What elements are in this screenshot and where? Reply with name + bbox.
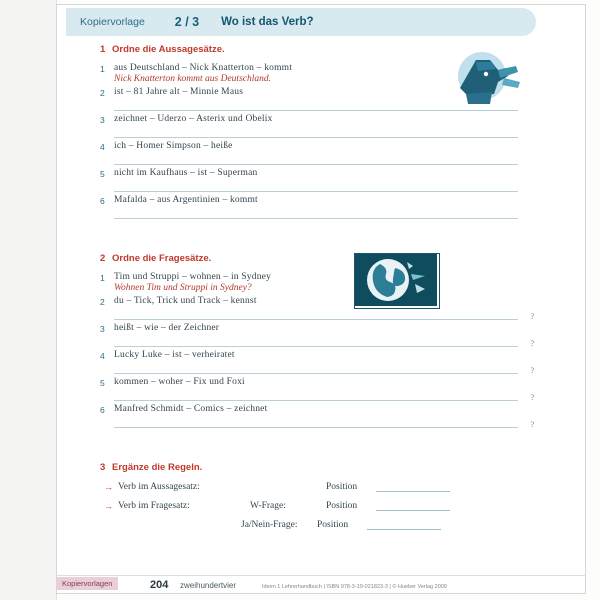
question-mark: ? <box>530 312 534 321</box>
exercise-item <box>100 296 536 320</box>
item-answer[interactable]: Nick Knatterton kommt aus Deutschland. <box>114 74 271 84</box>
exercise-item <box>100 350 536 374</box>
exercise-item <box>100 87 536 111</box>
rule-row <box>104 500 536 511</box>
task-2-heading <box>100 253 536 264</box>
rule-sublabel: W-Frage: <box>250 500 286 511</box>
page-header <box>66 8 536 36</box>
answer-line[interactable] <box>114 388 534 402</box>
exercise-item <box>100 141 536 165</box>
item-answer[interactable]: Wohnen Tim und Struppi in Sydney? <box>114 283 252 293</box>
exercise-item <box>100 272 536 293</box>
footer-page-number: 204 <box>150 579 169 591</box>
position-label: Position <box>326 481 358 492</box>
item-prompt: Mafalda – aus Argentinien – kommt <box>114 195 258 205</box>
section-1 <box>66 44 536 219</box>
item-number: 2 <box>100 88 105 98</box>
item-prompt: ich – Homer Simpson – heiße <box>114 141 233 151</box>
item-number: 3 <box>100 324 105 334</box>
footer-imprint: Ideen 1 Lehrerhandbuch | ISBN 978-3-19-021823-3 | © Hueber Verlag 2009 <box>262 584 447 590</box>
question-mark: ? <box>530 420 534 429</box>
task-3-text: Ergänze die Regeln. <box>112 462 203 473</box>
item-number: 6 <box>100 196 105 206</box>
item-number: 4 <box>100 351 105 361</box>
answer-line[interactable] <box>114 361 534 375</box>
item-prompt: Lucky Luke – ist – verheiratet <box>114 350 235 360</box>
item-prompt: Manfred Schmidt – Comics – zeichnet <box>114 404 268 414</box>
rule-label: Verb im Fragesatz: <box>118 500 190 511</box>
answer-line[interactable] <box>114 206 518 219</box>
task-2-number: 2 <box>100 253 106 264</box>
position-label: Position <box>317 519 349 530</box>
item-prompt: zeichnet – Uderzo – Asterix und Obelix <box>114 114 273 124</box>
page-footer <box>0 574 600 596</box>
item-number: 1 <box>100 64 105 74</box>
item-prompt: Tim und Struppi – wohnen – in Sydney <box>114 272 272 282</box>
question-mark: ? <box>530 366 534 375</box>
item-prompt: kommen – woher – Fix und Foxi <box>114 377 245 387</box>
answer-line[interactable] <box>114 179 518 192</box>
answer-line[interactable] <box>114 125 518 138</box>
item-number: 1 <box>100 273 105 283</box>
item-prompt: du – Tick, Trick und Track – kennst <box>114 296 257 306</box>
footer-page-word: zweihundertvier <box>180 581 237 590</box>
question-mark: ? <box>530 393 534 402</box>
answer-line[interactable] <box>114 334 534 348</box>
task-3-heading <box>100 462 536 473</box>
item-number: 6 <box>100 405 105 415</box>
left-margin-band <box>0 0 57 600</box>
header-kopiervorlage-label: Kopiervorlage <box>80 16 145 28</box>
exercise-item <box>100 63 536 84</box>
item-number: 3 <box>100 115 105 125</box>
item-number: 5 <box>100 169 105 179</box>
answer-line[interactable] <box>114 307 534 321</box>
item-prompt: nicht im Kaufhaus – ist – Superman <box>114 168 258 178</box>
task-1-number: 1 <box>100 44 106 55</box>
answer-line[interactable] <box>114 152 518 165</box>
section-3 <box>66 462 536 530</box>
section-2 <box>66 253 536 428</box>
arrow-icon: → <box>104 481 113 492</box>
rule-row <box>104 519 536 530</box>
task-3-number: 3 <box>100 462 106 473</box>
exercise-item <box>100 323 536 347</box>
exercise-item <box>100 168 536 192</box>
answer-line[interactable] <box>114 415 534 429</box>
rule-row <box>104 481 536 492</box>
arrow-icon: → <box>104 500 113 511</box>
exercise-item <box>100 404 536 428</box>
rule-blank[interactable] <box>376 481 450 492</box>
worksheet-content <box>66 44 536 570</box>
rule-label: Verb im Aussagesatz: <box>118 481 200 492</box>
rule-sublabel: Ja/Nein-Frage: <box>241 519 298 530</box>
exercise-item <box>100 195 536 219</box>
exercise-item <box>100 377 536 401</box>
footer-tag: Kopiervorlagen <box>56 577 118 590</box>
task-1-text: Ordne die Aussagesätze. <box>112 44 225 55</box>
item-prompt: aus Deutschland – Nick Knatterton – kommt <box>114 63 293 73</box>
item-number: 2 <box>100 297 105 307</box>
item-number: 5 <box>100 378 105 388</box>
rule-blank[interactable] <box>376 500 450 511</box>
page-title: Wo ist das Verb? <box>221 16 314 28</box>
item-number: 4 <box>100 142 105 152</box>
answer-line[interactable] <box>114 98 518 111</box>
task-2-text: Ordne die Fragesätze. <box>112 253 212 264</box>
exercise-item <box>100 114 536 138</box>
rule-blank[interactable] <box>367 519 441 530</box>
header-page-ref: 2 / 3 <box>174 15 200 29</box>
position-label: Position <box>326 500 358 511</box>
item-prompt: heißt – wie – der Zeichner <box>114 323 220 333</box>
item-prompt: ist – 81 Jahre alt – Minnie Maus <box>114 87 244 97</box>
question-mark: ? <box>530 339 534 348</box>
